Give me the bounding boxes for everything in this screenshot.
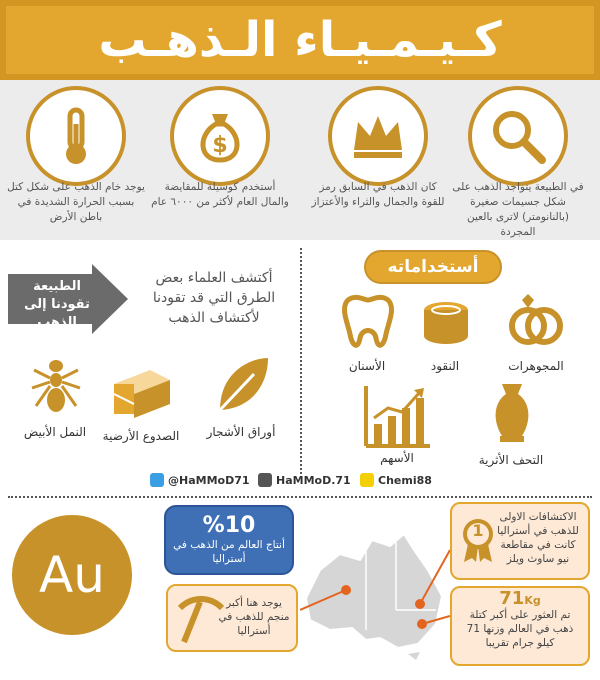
horizontal-divider xyxy=(8,496,592,498)
fact-text-2: كان الذهب في السابق رمز للقوة والجمال والثراء والأعتزاز xyxy=(311,181,445,208)
nature-arrow-text: الطبيعة تقودنا إلى الذهب xyxy=(24,279,90,330)
gold-symbol: Au xyxy=(12,515,132,635)
mine-text: يوجد هنا أكبر منجم للذهب في أستراليا xyxy=(218,597,290,637)
twitter-icon xyxy=(150,473,164,487)
snapchat-icon xyxy=(360,473,374,487)
ant-label: النمل الأبيض xyxy=(23,425,87,439)
svg-text:$: $ xyxy=(212,133,228,158)
first-discovery-text: الاكتشافات الاولى للذهب في أستراليا كانت في مقاطعة نيو ساوث ويلز xyxy=(497,511,579,565)
magnifier-icon xyxy=(468,86,568,186)
cracks-icon xyxy=(110,360,174,424)
coins-label: النقود xyxy=(430,359,460,373)
cracks-label: الصدوع الأرضية xyxy=(102,429,180,443)
rings-label: المجوهرات xyxy=(508,359,564,373)
australia-map xyxy=(300,520,450,660)
snapchat-handle[interactable]: Chemi88 xyxy=(360,470,432,490)
pickaxe-icon xyxy=(176,594,224,644)
vertical-divider xyxy=(300,248,302,478)
money-bag-icon xyxy=(170,86,270,186)
leaf-label: أوراق الأشجار xyxy=(206,425,276,439)
header-banner xyxy=(0,0,600,80)
instagram-handle[interactable]: HaMMoD.71 xyxy=(258,470,351,490)
tooth-label: الأسنان xyxy=(348,359,386,373)
fact-text-1: في الطبيعة يتواجد الذهب على شكل جسيمات صغيرة (بالنانومتر) لاترى بالعين المجردة xyxy=(452,181,584,238)
thermometer-icon xyxy=(26,86,126,186)
mine-box xyxy=(166,584,298,652)
vase-label: التحف الأثرية xyxy=(478,453,544,467)
mass-text: تم العثور على أكبر كتلة ذهب في العالم وزنها 71 كيلو جرام تقريبا xyxy=(466,609,574,649)
award-badge-icon: 1 xyxy=(460,518,496,562)
crown-icon xyxy=(328,86,428,186)
vase-icon xyxy=(480,380,544,444)
mass-value-line: 71Kg xyxy=(499,588,541,609)
rings-icon xyxy=(504,290,568,354)
instagram-icon xyxy=(258,473,272,487)
fact-text-4: يوجد خام الذهب على شكل كتل بسبب الحرارة الشديدة في باطن الأرض xyxy=(7,181,145,223)
discover-text: أكتشف العلماء بعض الطرق التي قد تقودنا لأكتشاف الذهب xyxy=(152,270,276,326)
page-title: كـيـمـيـاء الـذهـب xyxy=(98,12,502,68)
production-percent: %10 xyxy=(202,513,256,538)
production-text: أنتاج العالم من الذهب في أستراليا xyxy=(173,539,285,565)
fact-text-3: أستخدم كوسيلة للمقايضة والمال العام لأكثر من ٦٠٠٠ عام xyxy=(151,181,289,208)
production-box xyxy=(164,505,294,575)
first-discovery-box xyxy=(450,502,590,580)
uses-title: أستخداماته xyxy=(364,250,502,284)
tooth-icon xyxy=(336,290,400,354)
coins-icon xyxy=(414,292,478,356)
ant-icon xyxy=(24,352,88,416)
mass-box xyxy=(450,586,590,666)
chart-label: الأسهم xyxy=(380,451,414,465)
chart-icon xyxy=(362,384,432,450)
twitter-handle[interactable]: @HaMMoD71 xyxy=(150,470,250,490)
leaf-icon xyxy=(210,352,274,416)
